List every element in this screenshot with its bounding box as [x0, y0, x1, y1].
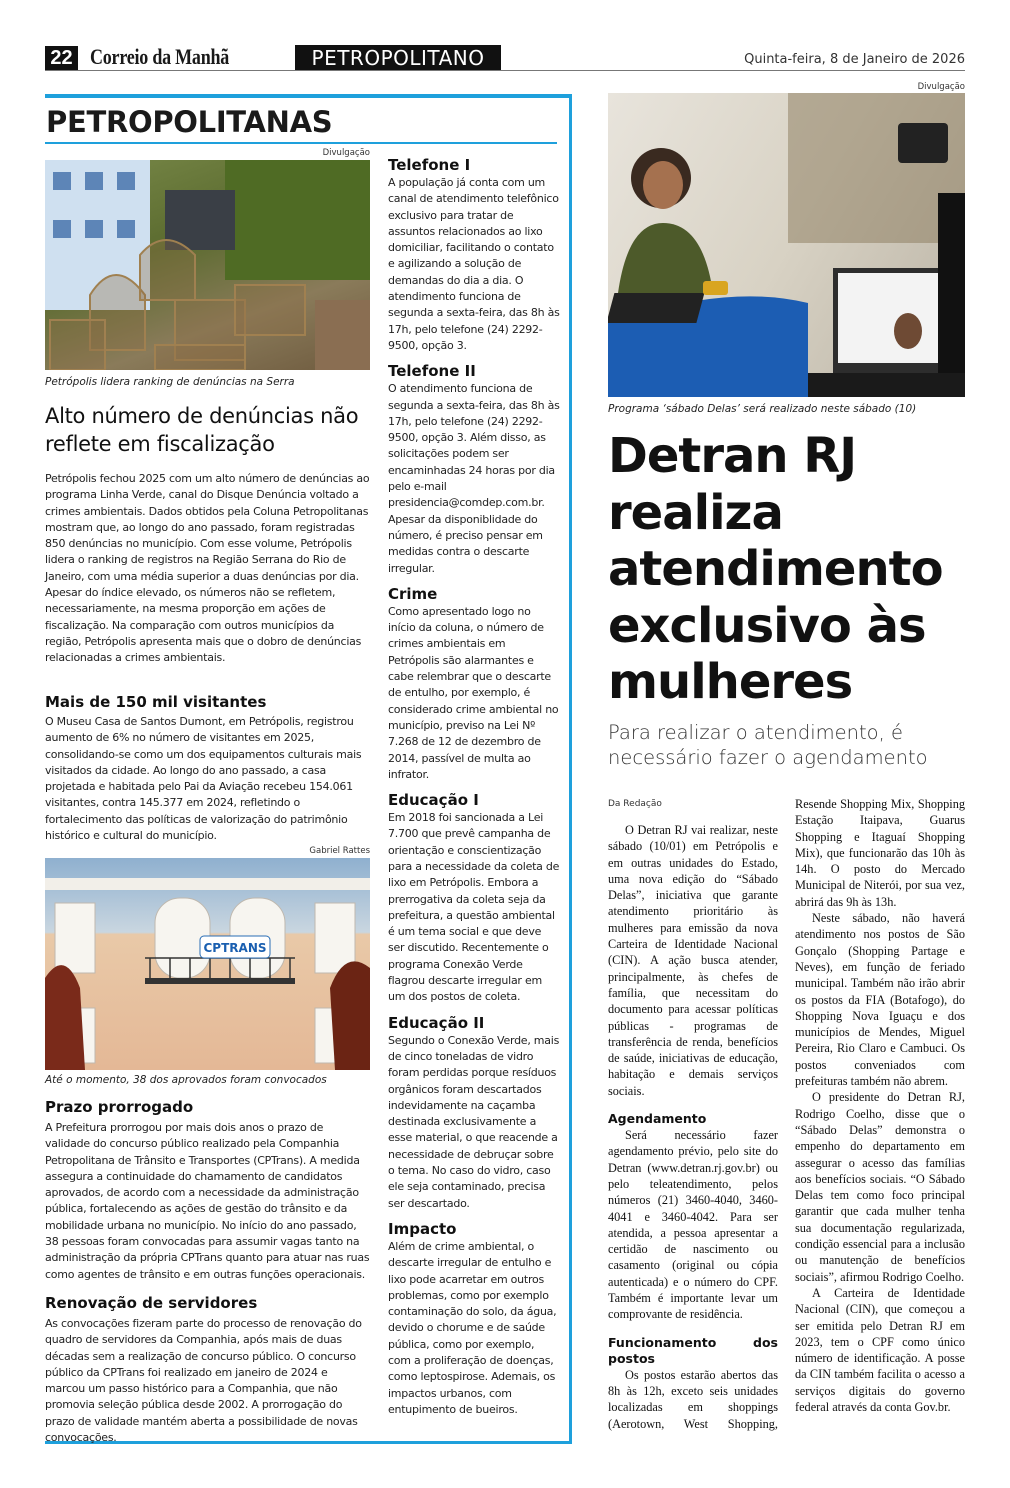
story-paragraph: A Carteira de Identidade Nacional (CIN), que começou a ser emitida pelo Detran RJ em 2023, tem o CPF como único número de identificação. A posse da CIN também facilita o acesso a serviços digitais do governo federal através da conta Gov.br. — [795, 1285, 965, 1414]
column-headline: Alto número de denúncias não reflete em fiscalização — [45, 404, 359, 456]
header-rule — [45, 70, 965, 71]
bird-cages-image — [45, 160, 370, 370]
note-title: Educação I — [388, 791, 479, 810]
column-lead-paragraph: Petrópolis fechou 2025 com um alto número de denúncias ao programa Linha Verde, canal do Disque Denúncia voltado a crimes ambientais. Dados obtidos pela Coluna Petropolitanas mostram que, ao longo do ano passado, foram registradas 850 denúncias no município. Com esse volume, Petrópolis lidera o ranking de registros na Região Serrana do Rio de Janeiro, com uma média superior a duas denúncias por dia. Apesar do índice elevado, os números não se refletem, necessariamente, na mesma proporção em ações de fiscalização. Na comparação com outros municípios da região, Petrópolis apresenta mais que o dobro de denúncias relacionadas a crimes ambientais. — [45, 472, 370, 665]
note-title: Impacto — [388, 1219, 457, 1238]
photo-caption: Até o momento, 38 dos aprovados foram convocados — [45, 1074, 327, 1086]
note-title: Telefone I — [388, 156, 471, 174]
note-title: Educação II — [388, 1013, 485, 1032]
note — [388, 791, 560, 1006]
notes-column — [388, 148, 560, 1422]
photo-caption: Petrópolis lidera ranking de denúncias na Serra — [45, 376, 295, 388]
paragraph-prazo: A Prefeitura prorrogou por mais dois anos o prazo de validade do concurso público realizado pela Companhia Petropolitana de Trânsito e Transportes (CPTrans). A medida assegura a continuidade do chamamento de candidatos aprovados, de acordo com a necessidade da administração pública, fortalecendo as ações de gestão do trânsito e da mobilidade urbana no município. No início do ano passado, 38 pessoas foram convocadas para assumir vagas tanto na administração da própria CPTrans quanto para atuar nas ruas como agentes de trânsito e em outras funções operacionais. — [45, 1121, 370, 1281]
story-subhead: Agendamento — [608, 1111, 707, 1127]
story-subhead: Funcionamento dos postos — [608, 1334, 778, 1366]
section-label: PETROPOLITANO — [295, 45, 501, 71]
photo-credit: Gabriel Rattes — [309, 846, 370, 856]
story-subtitle: Para realizar o atendimento, é necessário fazer o agendamento — [608, 721, 928, 769]
note — [388, 156, 560, 354]
photo-seized-bird-cages — [45, 160, 370, 370]
story-paragraph: Neste sábado, não haverá atendimento nos postos de São Gonçalo (Shopping Partage e Neves), em função de feriado municipal. Também não irão abrir os postos da FIA (Botafogo), do Shopping Nova Iguaçu e dos municípios de Mendes, Miguel Pereira, Rio Claro e Cambuci. Os postos conveniados com prefeituras também não abrem. — [795, 911, 965, 1089]
photo-credit: Divulgação — [322, 148, 370, 158]
photo-credit: Divulgação — [917, 82, 965, 92]
paragraph-visitantes: O Museu Casa de Santos Dumont, em Petrópolis, registrou aumento de 6% no número de visitantes em 2025, consolidando-se como um dos equipamentos culturais mais visitados da cidade. Ao longo do ano passado, a casa projetada e habitada pelo Pai da Aviação recebeu 154.061 visitantes, contra 145.377 em 2024, refletindo o fortalecimento das políticas de valorização do patrimônio histórico e cultural do município. — [45, 715, 362, 843]
page-number: 22 — [45, 46, 78, 70]
story-paragraph: O Detran RJ vai realizar, neste sábado (10/01) em Petrópolis e em outras unidades do Estado, uma nova edição do “Sábado Delas”, iniciativa que garante atendimento prioritário às mulheres para emissão da nova Carteira de Identidade Nacional (CIN). A ação busca atender, principalmente, às chefes de família, que necessitam do documento para acessar políticas públicas - programas de transferência de renda, benefícios de saúde, iniciativas de educação, habitação e demais serviços sociais. — [608, 823, 778, 1098]
column-top-rule — [45, 94, 572, 98]
story-paragraph: O presidente do Detran RJ, Rodrigo Coelho, disse que o “Sábado Delas” demonstra o empenho do departamento em assegurar o acesso das famílias aos benefícios sociais. “O Sábado Delas tem como foco principal garantir que cada mulher tenha sua documentação regularizada, condição essencial para a inclusão ou manutenção de benefícios sociais”, afirmou Rodrigo Coelho. — [795, 1090, 965, 1284]
paragraph-renovacao: As convocações fizeram parte do processo de renovação do quadro de servidores da Companhia, após mais de duas décadas sem a realização de concurso público. O concurso público da CPTrans foi realizado em janeiro de 2024 e marcou um passo histórico para a Companhia, que não promovia seleção pública desde 2002. A prorrogação do prazo de validade mantém aberta a possibilidade de novas convocações. — [45, 1317, 362, 1445]
note — [388, 1220, 560, 1418]
note-body: Além de crime ambiental, o descarte irregular de entulho e lixo pode acarretar em outros problemas, como por exemplo contaminação do solo, da água, devido o chorume e de saúde pública, como por exemplo, com a proliferação de doenças, como leptospirose. Ademais, os impactos urbanos, com entupimento de bueiros. — [388, 1239, 557, 1416]
note-body: O atendimento funciona de segunda a sexta-feira, das 8h às 17h, pelo telefone (24) 2292-9500, opção 3. Além disso, as solicitações podem ser encaminhadas 24 horas por dia pelo e-mail presidencia@comdep.com.br. Apesar da disponiblidade do número, é preciso pensar em medidas contra o descarte irregular. — [388, 382, 560, 575]
note-body: A população já conta com um canal de atendimento telefônico exclusivo para tratar de assuntos relacionados ao lixo domiciliar, facilitando o contato e agilizando a solução de demandas do dia a dia. O atendimento funciona de segunda a sexta-feira, das 8h às 17h, pelo telefone (24) 2292-9500, opção 3. — [388, 176, 560, 352]
column-side-rule — [569, 94, 572, 1444]
column-title-rule — [45, 142, 557, 144]
story-paragraph: Os postos estarão abertos das 8h às 12h, exceto seis unidades localizadas em shoppings (Aerotown, West Shopping, Resende Shopping Mix, Shopping Estação Itaipava, Guarus Shopping e Itaguaí Shopping Mix), que funcionarão das 10h às 14h. O posto do Mercado Municipal de Niterói, por sua vez, abrirá das 9h às 13h. — [608, 797, 965, 1431]
svg-text:CPTRANS: CPTRANS — [203, 941, 267, 955]
note — [388, 585, 560, 783]
story-headline: Detran RJ realiza atendimento exclusivo às mulheres — [608, 428, 943, 710]
note-title: Telefone II — [388, 362, 476, 381]
story-paragraph: Será necessário fazer agendamento prévio, pelo site do Detran (www.detran.rj.gov.br) ou pelo teleatendimento, pelos números (21) 3460-4040, 3460-4041 e 3460-4042. Para ser atendida, a pessoa apresentar a certidão de nascimento ou casamento (original ou cópia autenticada) e o número do CPF. Também é importante levar um comprovante de residência. — [608, 1128, 778, 1322]
note-body: Como apresentado logo no início da coluna, o número de crimes ambientais em Petrópolis são alarmantes e cabe relembrar que o descarte de entulho, por exemplo, é considerado crime ambiental no município, previso na Lei Nº 7.268 de 12 de dezembro de 2014, passível de multa ao infrator. — [388, 604, 559, 781]
byline: Da Redação — [608, 799, 662, 809]
photo-cptrans-building — [45, 858, 370, 1070]
note-body: Segundo o Conexão Verde, mais de cinco toneladas de vidro foram perdidas porque resíduos orgânicos foram descartados indevidamente na caçamba destinada exclusivamente a esse material, o que reacende a necessidade de debruçar sobre o tema. No caso do vidro, caso ele seja contaminado, precisa ser descartado. — [388, 1033, 560, 1210]
photo-caption: Programa ‘sábado Delas’ será realizado neste sábado (10) — [608, 403, 917, 415]
issue-date: Quinta-feira, 8 de Janeiro de 2026 — [744, 52, 965, 67]
note — [388, 1014, 560, 1212]
cptrans-building-image — [45, 858, 370, 1070]
column-title: PETROPOLITANAS — [46, 105, 333, 139]
note-body: Em 2018 foi sancionada a Lei 7.700 que prevê campanha de orientação e conscientização para a necessidade da coleta de lixo em Petrópolis. Embora a prerrogativa da coleta seja da prefeitura, a questão ambiental é um tema social e que deve ser discutido. Recentemente o programa Conexão Verde flagrou descarte irregular em um dos postos de coleta. — [388, 811, 560, 1004]
byline-spacer — [608, 796, 778, 822]
subhead-visitantes: Mais de 150 mil visitantes — [45, 693, 267, 711]
note — [388, 362, 560, 577]
story-body — [608, 796, 965, 1446]
masthead-logo: Correio da Manhã — [90, 44, 230, 69]
photo-detran-service — [608, 93, 965, 397]
subhead-renovacao: Renovação de servidores — [45, 1294, 258, 1312]
subhead-prazo: Prazo prorrogado — [45, 1098, 194, 1116]
note-title: Crime — [388, 584, 438, 603]
detran-service-image — [608, 93, 965, 397]
